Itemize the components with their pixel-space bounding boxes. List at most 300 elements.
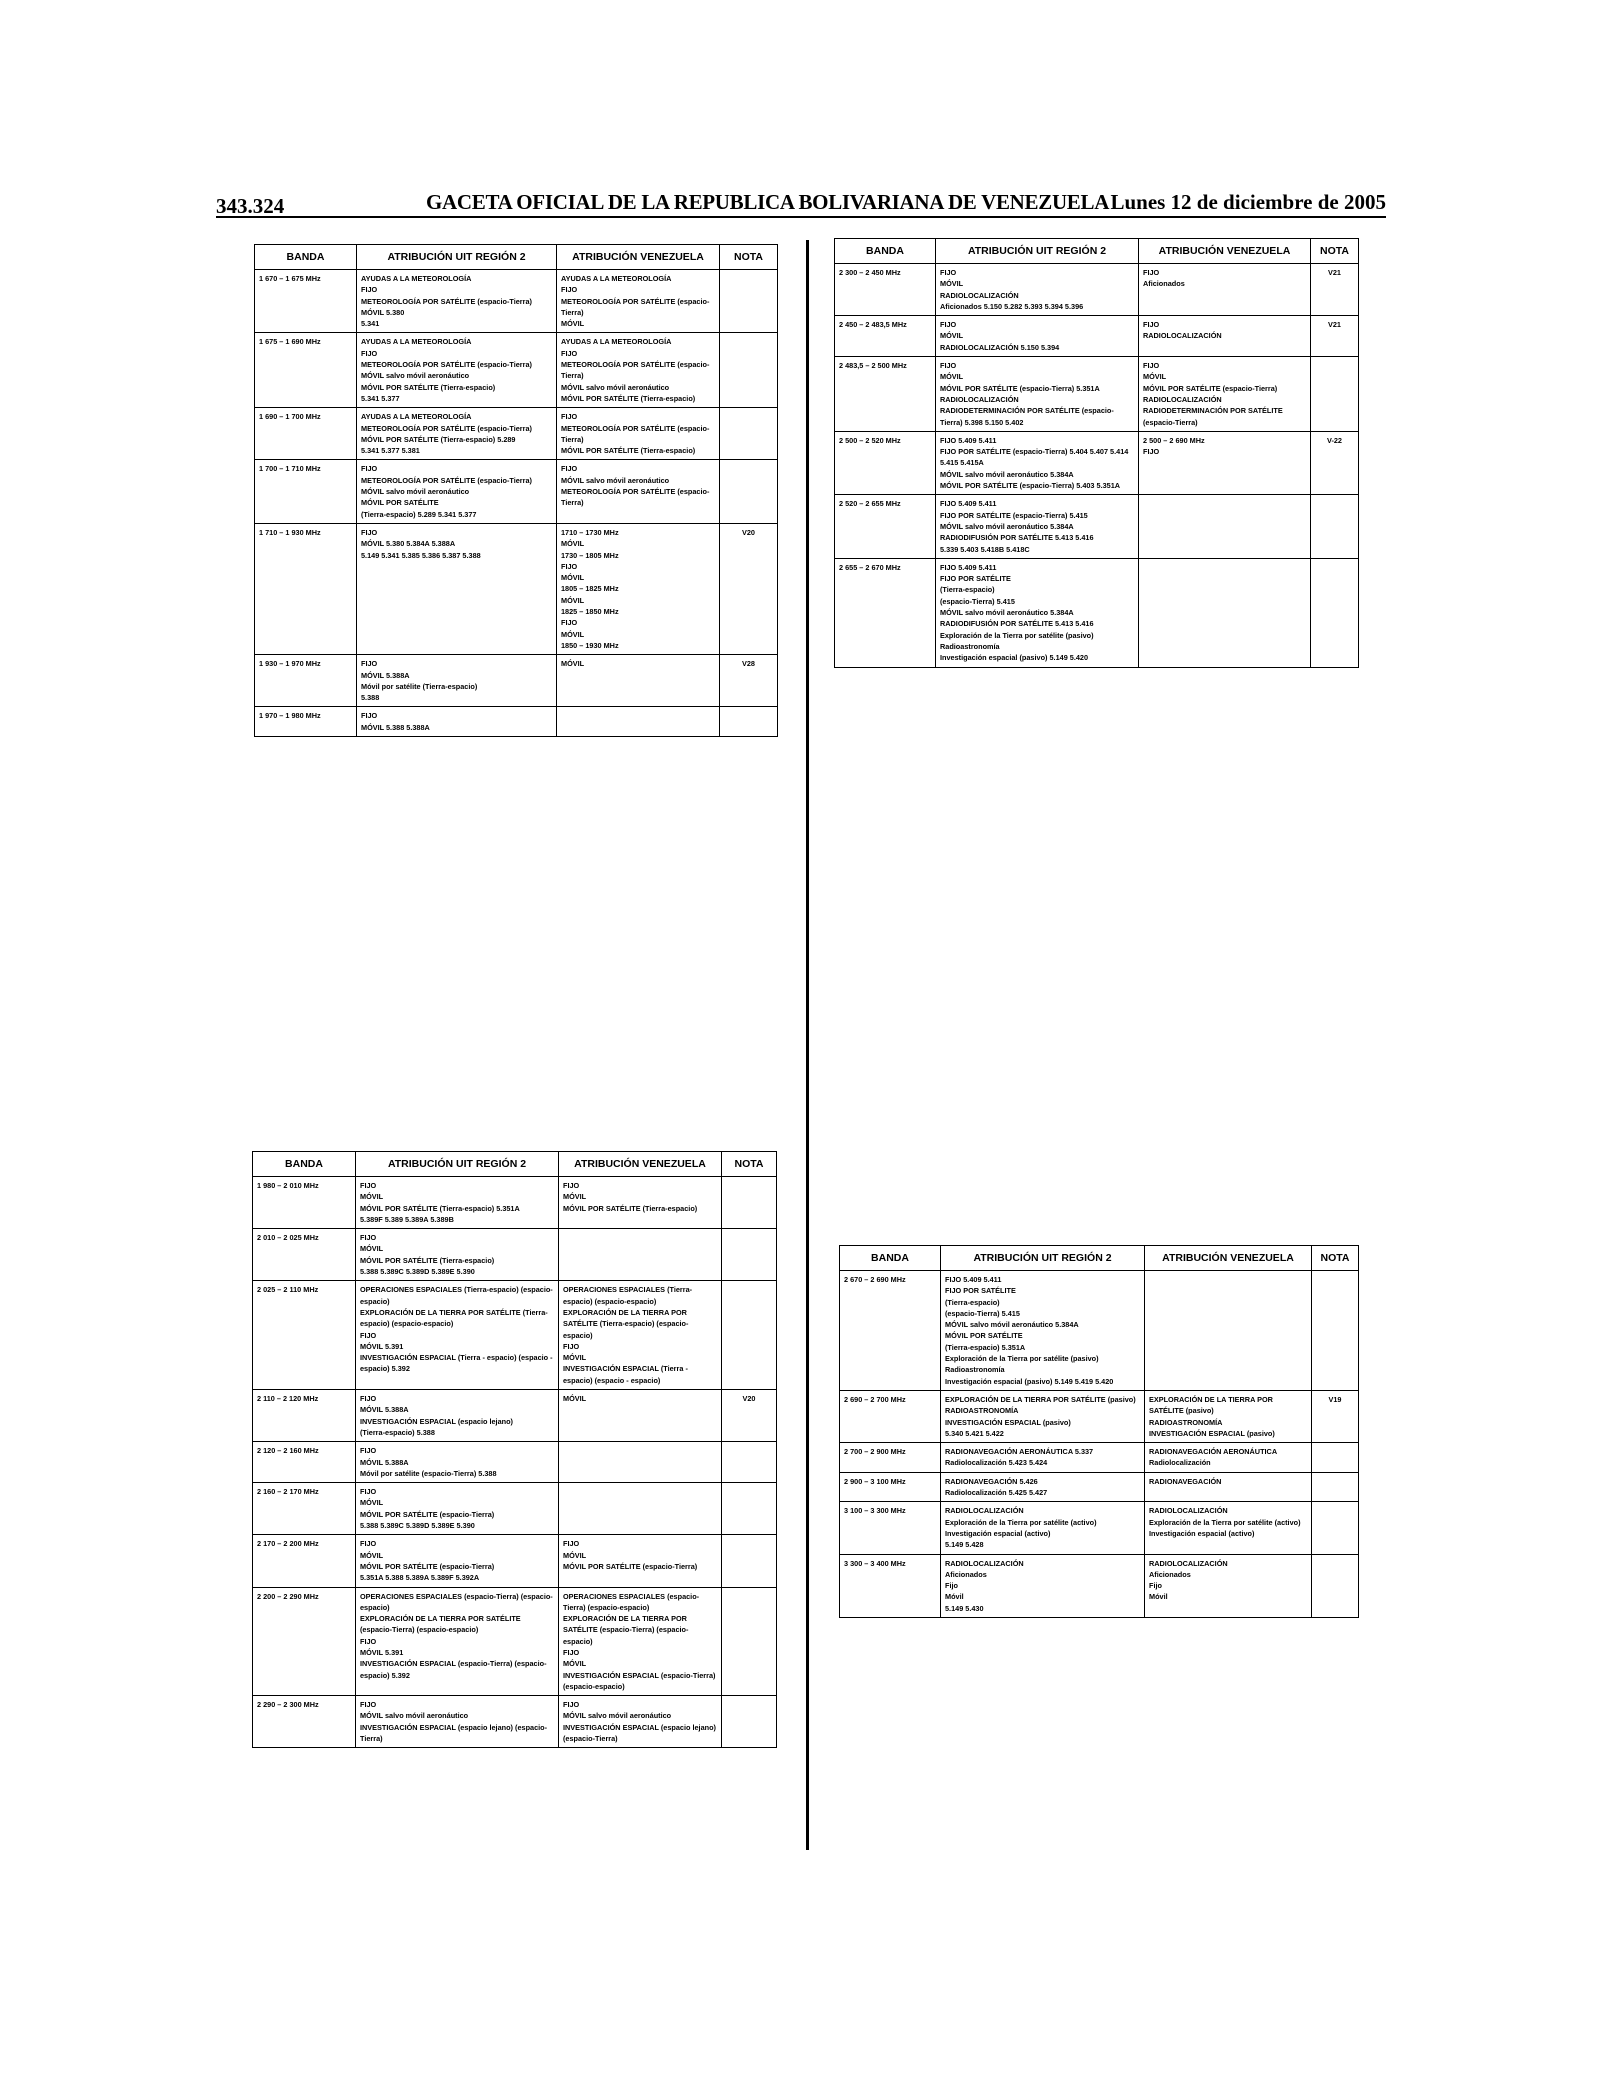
allocation-line: 5.341 5.377 5.381	[361, 446, 420, 456]
venezuela-allocation-cell	[1145, 1554, 1312, 1617]
allocation-line: RADIOLOCALIZACIÓN	[945, 1558, 1024, 1568]
allocation-line: (espacio-Tierra) 5.415	[945, 1308, 1020, 1318]
gazette-header	[216, 186, 1386, 222]
allocation-line: FIJO	[1143, 447, 1160, 457]
allocation-line: FIJO	[940, 268, 957, 277]
allocation-line: FIJO	[940, 320, 957, 330]
allocation-line: MÓVIL salvo móvil aeronáutico	[563, 1711, 672, 1721]
allocation-line: RADIODIFUSIÓN POR SATÉLITE 5.413 5.416	[940, 533, 1094, 543]
table-row	[253, 1229, 777, 1281]
allocation-line: (espacio-Tierra) 5.415	[940, 596, 1015, 606]
allocation-line: INVESTIGACIÓN ESPACIAL (espacio-Tierra) (espacio-espacio) 5.392	[360, 1659, 547, 1680]
allocation-line: FIJO	[360, 1487, 377, 1497]
allocation-line: MÓVIL POR SATÉLITE (Tierra-espacio)	[360, 1255, 495, 1265]
allocation-line: Exploración de la Tierra por satélite (activo)	[945, 1517, 1097, 1527]
uit-allocation-cell	[357, 523, 557, 654]
band-cell: 1 700 – 1 710 MHz	[255, 460, 357, 523]
table-row	[835, 264, 1359, 316]
page-number: 343.324	[216, 194, 285, 218]
band-cell: 1 980 – 2 010 MHz	[253, 1177, 356, 1229]
allocation-line: METEOROLOGÍA POR SATÉLITE (espacio-Tierra)	[361, 360, 532, 370]
uit-allocation-cell	[941, 1554, 1145, 1617]
header-nota: NOTA	[722, 1152, 777, 1177]
allocation-line: FIJO	[360, 1181, 377, 1190]
allocation-line: Exploración de la Tierra por satélite (pasivo)	[945, 1354, 1099, 1364]
allocation-table	[254, 244, 778, 737]
allocation-line: MÓVIL POR SATÉLITE (espacio-Tierra) 5.403 5.351A	[940, 481, 1121, 491]
allocation-line: MÓVIL	[360, 1498, 384, 1508]
allocation-line: RADIONAVEGACIÓN AERONÁUTICA	[1149, 1447, 1278, 1457]
allocation-line: OPERACIONES ESPACIALES (espacio-Tierra) (espacio-espacio)	[563, 1591, 700, 1612]
table-row	[840, 1472, 1359, 1502]
table-row	[253, 1390, 777, 1442]
header-nota: NOTA	[1311, 239, 1359, 264]
table-row	[255, 333, 778, 408]
uit-allocation-cell	[936, 431, 1139, 494]
venezuela-allocation-cell	[559, 1696, 722, 1748]
note-cell	[722, 1587, 777, 1696]
table-row	[835, 558, 1359, 667]
allocation-line: FIJO	[361, 527, 378, 537]
band-cell: 2 160 – 2 170 MHz	[253, 1483, 356, 1535]
note-cell	[720, 270, 778, 333]
allocation-line: MÓVIL POR SATÉLITE (espacio-Tierra)	[360, 1509, 495, 1519]
allocation-line: 5.341 5.377	[361, 393, 400, 403]
uit-allocation-cell	[357, 460, 557, 523]
allocation-line: FIJO	[561, 348, 578, 358]
allocation-line: RADIOLOCALIZACIÓN	[1149, 1558, 1228, 1568]
allocation-line: MÓVIL 5.388A	[360, 1405, 409, 1415]
header-venezuela: ATRIBUCIÓN VENEZUELA	[559, 1152, 722, 1177]
band-cell: 1 675 – 1 690 MHz	[255, 333, 357, 408]
table-row	[255, 655, 778, 707]
uit-allocation-cell	[357, 655, 557, 707]
allocation-line: RADIONAVEGACIÓN AERONÁUTICA 5.337	[945, 1447, 1094, 1457]
allocation-line: EXPLORACIÓN DE LA TIERRA POR SATÉLITE (espacio-Tierra) (espacio-espacio)	[563, 1614, 689, 1646]
venezuela-allocation-cell	[1139, 264, 1311, 316]
allocation-line: Radioastronomía	[940, 641, 1000, 651]
band-cell: 2 025 – 2 110 MHz	[253, 1281, 356, 1390]
note-cell: V19	[1312, 1390, 1359, 1442]
allocation-line: MÓVIL salvo móvil aeronáutico	[561, 475, 670, 485]
allocation-line: MÓVIL	[1143, 372, 1167, 382]
allocation-line: RADIODETERMINACIÓN POR SATÉLITE (espacio-Tierra)	[1143, 406, 1283, 427]
allocation-line: MÓVIL POR SATÉLITE (espacio-Tierra)	[360, 1561, 495, 1571]
allocation-line: Fijo	[945, 1581, 958, 1591]
uit-allocation-cell	[357, 707, 557, 737]
allocation-line: 5.341	[361, 319, 380, 329]
allocation-line: MÓVIL salvo móvil aeronáutico 5.384A	[940, 521, 1074, 531]
band-cell: 3 100 – 3 300 MHz	[840, 1502, 941, 1554]
allocation-line: FIJO	[360, 1446, 377, 1456]
band-cell: 1 690 – 1 700 MHz	[255, 408, 357, 460]
allocation-line: 1825 – 1850 MHz	[561, 607, 619, 617]
allocation-line: 1805 – 1825 MHz	[561, 584, 619, 594]
allocation-line: FIJO 5.409 5.411	[940, 562, 997, 572]
table-row	[253, 1587, 777, 1696]
allocation-line: MÓVIL salvo móvil aeronáutico 5.384A	[940, 469, 1074, 479]
allocation-line: MÓVIL	[561, 595, 585, 605]
allocation-line: EXPLORACIÓN DE LA TIERRA POR SATÉLITE (pasivo)	[1149, 1394, 1273, 1416]
allocation-line: FIJO	[561, 412, 578, 422]
table-row	[253, 1442, 777, 1483]
note-cell	[722, 1442, 777, 1483]
header-banda: BANDA	[253, 1152, 356, 1177]
allocation-line: 5.149 5.341 5.385 5.386 5.387 5.388	[361, 550, 481, 560]
allocation-line: FIJO POR SATÉLITE	[945, 1286, 1016, 1296]
allocation-line: RADIOLOCALIZACIÓN 5.150 5.394	[940, 342, 1060, 352]
uit-allocation-cell	[936, 495, 1139, 558]
header-nota: NOTA	[1312, 1246, 1359, 1271]
venezuela-allocation-cell	[1139, 357, 1311, 432]
uit-allocation-cell	[356, 1390, 559, 1442]
allocation-line: 5.339 5.403 5.418B 5.418C	[940, 544, 1030, 554]
allocation-line: MÓVIL	[563, 1394, 587, 1404]
uit-allocation-cell	[936, 558, 1139, 667]
allocation-line: FIJO	[360, 1636, 377, 1646]
allocation-line: FIJO	[1143, 268, 1160, 277]
allocation-line: Radioastronomía	[945, 1365, 1005, 1375]
allocation-line: FIJO	[561, 464, 578, 474]
venezuela-allocation-cell	[559, 1177, 722, 1229]
allocation-line: Móvil por satélite (Tierra-espacio)	[361, 681, 478, 691]
allocation-line: MÓVIL salvo móvil aeronáutico	[361, 371, 470, 381]
allocation-line: MÓVIL salvo móvil aeronáutico	[360, 1711, 469, 1721]
allocation-line: Investigación espacial (activo)	[1149, 1528, 1255, 1538]
allocation-line: MÓVIL	[563, 1192, 587, 1202]
allocation-line: Fijo	[1149, 1581, 1162, 1591]
band-cell: 1 710 – 1 930 MHz	[255, 523, 357, 654]
venezuela-allocation-cell	[559, 1442, 722, 1483]
table-row	[835, 495, 1359, 558]
allocation-line: Investigación espacial (pasivo) 5.149 5.420	[940, 653, 1089, 663]
note-cell	[1311, 495, 1359, 558]
venezuela-allocation-cell	[559, 1390, 722, 1442]
table-row	[835, 357, 1359, 432]
allocation-line: METEOROLOGÍA POR SATÉLITE (espacio-Tierra)	[361, 475, 532, 485]
allocation-line: METEOROLOGÍA POR SATÉLITE (espacio-Tierra)	[561, 360, 710, 381]
uit-allocation-cell	[356, 1696, 559, 1748]
uit-allocation-cell	[941, 1443, 1145, 1473]
allocation-line: Exploración de la Tierra por satélite (activo)	[1149, 1517, 1301, 1527]
table-row	[253, 1281, 777, 1390]
note-cell	[1312, 1472, 1359, 1502]
table-row	[253, 1483, 777, 1535]
allocation-line: MÓVIL 5.380 5.384A 5.388A	[361, 539, 456, 549]
gazette-title: GACETA OFICIAL DE LA REPUBLICA BOLIVARIANA DE VENEZUELA	[426, 190, 1110, 214]
venezuela-allocation-cell	[1139, 316, 1311, 357]
venezuela-allocation-cell	[1139, 558, 1311, 667]
allocation-line: RADIOLOCALIZACIÓN	[1143, 331, 1222, 341]
allocation-line: MÓVIL salvo móvil aeronáutico 5.384A	[940, 608, 1074, 618]
allocation-line: FIJO	[563, 1647, 580, 1657]
header-uit: ATRIBUCIÓN UIT REGIÓN 2	[941, 1246, 1145, 1271]
band-cell: 1 670 – 1 675 MHz	[255, 270, 357, 333]
issue-date: Lunes 12 de diciembre de 2005	[1110, 190, 1386, 214]
allocation-line: FIJO	[360, 1700, 377, 1710]
venezuela-allocation-cell	[559, 1281, 722, 1390]
venezuela-allocation-cell	[1145, 1502, 1312, 1554]
allocation-line: (Tierra-espacio)	[940, 585, 995, 595]
band-cell: 2 300 – 2 450 MHz	[835, 264, 936, 316]
allocation-line: 5.388 5.389C 5.389D 5.389E 5.390	[360, 1521, 475, 1531]
allocation-line: EXPLORACIÓN DE LA TIERRA POR SATÉLITE (Tierra-espacio) (espacio-espacio)	[563, 1307, 689, 1340]
allocation-line: Móvil	[1149, 1592, 1168, 1602]
band-cell: 2 200 – 2 290 MHz	[253, 1587, 356, 1696]
allocation-line: MÓVIL	[940, 372, 964, 382]
uit-allocation-cell	[356, 1177, 559, 1229]
table-row	[253, 1696, 777, 1748]
uit-allocation-cell	[357, 408, 557, 460]
uit-allocation-cell	[357, 270, 557, 333]
allocation-line: FIJO	[361, 711, 378, 721]
header-banda: BANDA	[840, 1246, 941, 1271]
allocation-line: MÓVIL POR SATÉLITE (espacio-Tierra)	[563, 1561, 698, 1571]
allocation-line: FIJO POR SATÉLITE	[940, 574, 1011, 584]
note-cell	[1312, 1502, 1359, 1554]
note-cell	[1312, 1271, 1359, 1391]
allocation-line: Investigación espacial (activo)	[945, 1528, 1051, 1538]
venezuela-allocation-cell	[1145, 1390, 1312, 1442]
allocation-line: (Tierra-espacio)	[945, 1297, 1000, 1307]
table-row	[255, 270, 778, 333]
uit-allocation-cell	[941, 1472, 1145, 1502]
venezuela-allocation-cell	[557, 523, 720, 654]
uit-allocation-cell	[936, 316, 1139, 357]
table-row	[255, 408, 778, 460]
allocation-line: Radiolocalización 5.425 5.427	[945, 1488, 1048, 1498]
note-cell	[1311, 357, 1359, 432]
note-cell	[722, 1535, 777, 1587]
allocation-line: FIJO	[1143, 361, 1160, 371]
uit-allocation-cell	[356, 1229, 559, 1281]
note-cell: V-22	[1311, 431, 1359, 494]
allocation-line: INVESTIGACIÓN ESPACIAL (espacio lejano)	[360, 1416, 513, 1426]
allocation-line: MÓVIL	[561, 539, 585, 549]
note-cell	[1312, 1443, 1359, 1473]
allocation-line: FIJO	[360, 1330, 377, 1340]
header-venezuela: ATRIBUCIÓN VENEZUELA	[557, 245, 720, 270]
allocation-line: MÓVIL 5.391	[360, 1647, 404, 1657]
allocation-line: MÓVIL	[561, 659, 585, 669]
allocation-line: MÓVIL 5.388 5.388A	[361, 722, 430, 732]
allocation-line: Radiolocalización	[1149, 1458, 1211, 1468]
allocation-line: MÓVIL	[561, 573, 585, 583]
table-row	[840, 1390, 1359, 1442]
allocation-line: MÓVIL	[940, 279, 964, 289]
allocation-line: Aficionados 5.150 5.282 5.393 5.394 5.396	[940, 301, 1084, 311]
allocation-line: FIJO	[563, 1539, 580, 1549]
allocation-line: RADIODETERMINACIÓN POR SATÉLITE (espacio-Tierra) 5.398 5.150 5.402	[940, 406, 1114, 427]
allocation-line: MÓVIL	[360, 1244, 384, 1254]
allocation-line: 5.388 5.389C 5.389D 5.389E 5.390	[360, 1267, 475, 1277]
band-cell: 3 300 – 3 400 MHz	[840, 1554, 941, 1617]
allocation-line: INVESTIGACIÓN ESPACIAL (pasivo)	[1149, 1428, 1275, 1438]
allocation-line: MÓVIL POR SATÉLITE (Tierra-espacio)	[561, 446, 696, 456]
allocation-line: INVESTIGACIÓN ESPACIAL (espacio-Tierra) (espacio-espacio)	[563, 1670, 716, 1691]
venezuela-allocation-cell	[559, 1587, 722, 1696]
allocation-line: FIJO	[1143, 320, 1160, 330]
venezuela-allocation-cell	[559, 1483, 722, 1535]
table-row	[255, 523, 778, 654]
allocation-line: 5.149 5.428	[945, 1540, 984, 1550]
allocation-line: AYUDAS A LA METEOROLOGÍA	[361, 412, 472, 422]
venezuela-allocation-cell	[1145, 1472, 1312, 1502]
note-cell	[720, 460, 778, 523]
note-cell: V21	[1311, 316, 1359, 357]
venezuela-allocation-cell	[1145, 1271, 1312, 1391]
allocation-line: FIJO	[940, 361, 957, 371]
band-cell: 1 970 – 1 980 MHz	[255, 707, 357, 737]
allocation-line: FIJO	[361, 464, 378, 474]
table-row	[840, 1271, 1359, 1391]
allocation-line: Exploración de la Tierra por satélite (pasivo)	[940, 630, 1094, 640]
allocation-line: 2 500 – 2 690 MHz	[1143, 435, 1205, 445]
allocation-line: FIJO	[360, 1539, 377, 1549]
allocation-line: FIJO 5.409 5.411	[940, 435, 997, 445]
uit-allocation-cell	[356, 1442, 559, 1483]
allocation-line: FIJO POR SATÉLITE (espacio-Tierra) 5.404 5.407 5.414 5.415 5.415A	[940, 447, 1129, 468]
band-cell: 2 900 – 3 100 MHz	[840, 1472, 941, 1502]
allocation-line: MÓVIL	[561, 629, 585, 639]
table-row	[253, 1535, 777, 1587]
band-cell: 2 010 – 2 025 MHz	[253, 1229, 356, 1281]
allocation-line: INVESTIGACIÓN ESPACIAL (espacio lejano) (espacio-Tierra)	[563, 1722, 716, 1744]
note-cell: V20	[720, 523, 778, 654]
note-cell	[722, 1696, 777, 1748]
allocation-line: OPERACIONES ESPACIALES (Tierra-espacio) (espacio-espacio)	[563, 1285, 693, 1306]
allocation-line: OPERACIONES ESPACIALES (Tierra-espacio) (espacio-espacio)	[360, 1285, 553, 1306]
allocation-table	[252, 1151, 777, 1748]
allocation-line: AYUDAS A LA METEOROLOGÍA	[361, 274, 472, 283]
venezuela-allocation-cell	[557, 270, 720, 333]
allocation-line: (Tierra-espacio) 5.351A	[945, 1342, 1026, 1352]
table-row	[840, 1502, 1359, 1554]
table-row	[835, 316, 1359, 357]
band-cell: 2 520 – 2 655 MHz	[835, 495, 936, 558]
note-cell	[720, 707, 778, 737]
header-uit: ATRIBUCIÓN UIT REGIÓN 2	[356, 1152, 559, 1177]
allocation-line: MÓVIL 5.380	[361, 307, 405, 317]
uit-allocation-cell	[941, 1390, 1145, 1442]
allocation-line: 1850 – 1930 MHz	[561, 640, 619, 650]
allocation-line: EXPLORACIÓN DE LA TIERRA POR SATÉLITE (espacio-Tierra) (espacio-espacio)	[360, 1614, 521, 1635]
header-banda: BANDA	[255, 245, 357, 270]
table-row	[253, 1177, 777, 1229]
note-cell	[722, 1177, 777, 1229]
allocation-line: MÓVIL POR SATÉLITE (espacio-Tierra) 5.351A	[940, 383, 1100, 393]
uit-allocation-cell	[356, 1483, 559, 1535]
band-cell: 2 670 – 2 690 MHz	[840, 1271, 941, 1391]
uit-allocation-cell	[941, 1271, 1145, 1391]
venezuela-allocation-cell	[557, 408, 720, 460]
band-cell: 2 655 – 2 670 MHz	[835, 558, 936, 667]
venezuela-allocation-cell	[557, 460, 720, 523]
allocation-line: RADIOLOCALIZACIÓN	[945, 1506, 1024, 1516]
header-venezuela: ATRIBUCIÓN VENEZUELA	[1139, 239, 1311, 264]
allocation-line: RADIOASTRONOMÍA	[1149, 1417, 1223, 1427]
allocation-line: Móvil por satélite (espacio-Tierra) 5.388	[360, 1468, 497, 1478]
allocation-line: Investigación espacial (pasivo) 5.149 5.419 5.420	[945, 1376, 1114, 1386]
allocation-line: INVESTIGACIÓN ESPACIAL (Tierra - espacio) (espacio - espacio)	[563, 1364, 688, 1385]
allocation-line: MÓVIL salvo móvil aeronáutico	[561, 382, 670, 392]
allocation-line: FIJO	[563, 1181, 580, 1190]
note-cell	[722, 1281, 777, 1390]
allocation-line: FIJO	[361, 659, 378, 669]
band-cell: 2 450 – 2 483,5 MHz	[835, 316, 936, 357]
allocation-line: RADIOASTRONOMÍA	[945, 1406, 1019, 1416]
allocation-line: 1710 – 1730 MHz	[561, 527, 619, 537]
allocation-line: FIJO 5.409 5.411	[945, 1275, 1002, 1284]
allocation-line: 5.388	[361, 693, 380, 703]
allocation-line: RADIOLOCALIZACIÓN	[940, 394, 1019, 404]
allocation-line: MÓVIL	[563, 1550, 587, 1560]
allocation-line: MÓVIL 5.391	[360, 1341, 404, 1351]
allocation-line: MÓVIL 5.388A	[360, 1457, 409, 1467]
allocation-line: FIJO	[361, 285, 378, 295]
header-venezuela: ATRIBUCIÓN VENEZUELA	[1145, 1246, 1312, 1271]
note-cell: V21	[1311, 264, 1359, 316]
band-cell: 2 120 – 2 160 MHz	[253, 1442, 356, 1483]
venezuela-allocation-cell	[557, 655, 720, 707]
note-cell	[1311, 558, 1359, 667]
allocation-line: Aficionados	[945, 1569, 987, 1579]
allocation-line: INVESTIGACIÓN ESPACIAL (Tierra - espacio) (espacio - espacio) 5.392	[360, 1353, 553, 1374]
allocation-line: FIJO	[360, 1394, 377, 1404]
allocation-line: MÓVIL POR SATÉLITE (Tierra-espacio)	[563, 1203, 698, 1213]
allocation-line: MÓVIL	[563, 1659, 587, 1669]
allocation-line: FIJO POR SATÉLITE (espacio-Tierra) 5.415	[940, 510, 1088, 520]
allocation-line: 1730 – 1805 MHz	[561, 550, 619, 560]
header-banda: BANDA	[835, 239, 936, 264]
allocation-line: MÓVIL 5.388A	[361, 670, 410, 680]
band-cell: 1 930 – 1 970 MHz	[255, 655, 357, 707]
band-cell: 2 110 – 2 120 MHz	[253, 1390, 356, 1442]
allocation-line: FIJO 5.409 5.411	[940, 499, 997, 509]
column-divider	[806, 240, 809, 1850]
allocation-line: Aficionados	[1143, 279, 1185, 289]
header-uit: ATRIBUCIÓN UIT REGIÓN 2	[936, 239, 1139, 264]
allocation-line: RADIODIFUSIÓN POR SATÉLITE 5.413 5.416	[940, 619, 1094, 629]
venezuela-allocation-cell	[557, 707, 720, 737]
venezuela-allocation-cell	[557, 333, 720, 408]
allocation-line: RADIONAVEGACIÓN	[1149, 1476, 1222, 1486]
allocation-line: MÓVIL	[360, 1550, 384, 1560]
allocation-line: RADIOLOCALIZACIÓN	[1149, 1506, 1228, 1516]
allocation-line: FIJO	[561, 285, 578, 295]
allocation-line: MÓVIL POR SATÉLITE (Tierra-espacio)	[361, 382, 496, 392]
allocation-line: MÓVIL	[940, 331, 964, 341]
allocation-line: OPERACIONES ESPACIALES (espacio-Tierra) (espacio-espacio)	[360, 1591, 553, 1612]
header-uit: ATRIBUCIÓN UIT REGIÓN 2	[357, 245, 557, 270]
allocation-line: FIJO	[360, 1233, 377, 1243]
allocation-line: INVESTIGACIÓN ESPACIAL (espacio lejano) (espacio-Tierra)	[360, 1722, 548, 1744]
allocation-line: METEOROLOGÍA POR SATÉLITE (espacio-Tierra)	[361, 296, 532, 306]
allocation-table	[839, 1245, 1359, 1618]
allocation-line: AYUDAS A LA METEOROLOGÍA	[361, 337, 472, 347]
band-cell: 2 290 – 2 300 MHz	[253, 1696, 356, 1748]
allocation-line: MÓVIL	[561, 319, 585, 329]
band-cell: 2 690 – 2 700 MHz	[840, 1390, 941, 1442]
allocation-line: (Tierra-espacio) 5.289 5.341 5.377	[361, 509, 477, 519]
uit-allocation-cell	[941, 1502, 1145, 1554]
allocation-line: MÓVIL	[563, 1353, 587, 1363]
table-row	[255, 460, 778, 523]
band-cell: 2 500 – 2 520 MHz	[835, 431, 936, 494]
allocation-line: EXPLORACIÓN DE LA TIERRA POR SATÉLITE (pasivo)	[945, 1394, 1136, 1404]
allocation-line: FIJO	[563, 1341, 580, 1351]
uit-allocation-cell	[936, 264, 1139, 316]
